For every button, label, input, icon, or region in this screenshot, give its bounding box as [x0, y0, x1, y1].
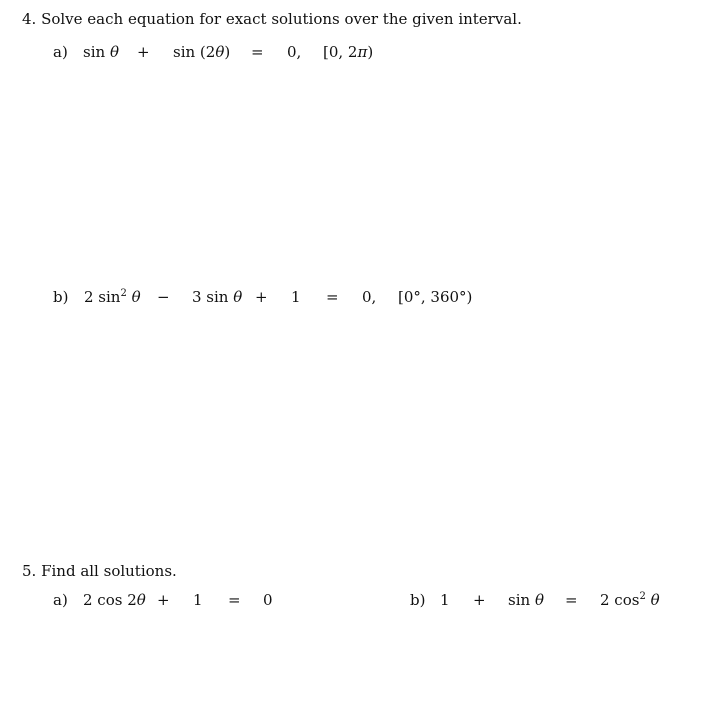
problem-4b-minus: − [157, 288, 170, 306]
problem-5a-term-2cos-2theta: 2 cos 2θ [83, 591, 146, 609]
problem-4a-label: a) [53, 43, 68, 61]
problem-5b-rhs-2cos2-theta: 2 $\cos^2 \theta$ [600, 591, 660, 609]
problem-5a-label: a) [53, 591, 68, 609]
problem-4b-term-2sin2-theta: 2 $\sin^2 \theta$ [84, 288, 141, 306]
problem-4a-plus: + [137, 43, 150, 61]
problem-5b-equals: = [565, 591, 578, 609]
problem-4b-term-3sin-theta: 3 sin θ [192, 288, 243, 306]
problem-4a-term-sin-2theta: sin (2θ) [173, 43, 231, 61]
problem-4a-equals: = [251, 43, 264, 61]
problem-4a-rhs: 0, [287, 43, 302, 61]
problem-4-heading: 4. Solve each equation for exact solutions over the given interval. [22, 10, 522, 28]
problem-5a-rhs: 0 [263, 591, 273, 609]
problem-5a-term-1: 1 [193, 591, 203, 609]
problem-4b-plus: + [255, 288, 268, 306]
problem-5a-plus: + [157, 591, 170, 609]
problem-5b-label: b) [410, 591, 426, 609]
problem-4a-interval: [0, 2π) [323, 43, 374, 61]
problem-4a-term-sin-theta: sin θ [83, 43, 119, 61]
problem-4b-interval: [0°, 360°) [398, 288, 473, 306]
problem-5a-equals: = [228, 591, 241, 609]
problem-4b-label: b) [53, 288, 69, 306]
problem-4b-term-1: 1 [291, 288, 301, 306]
problem-4b-equals: = [326, 288, 339, 306]
problem-5-heading: 5. Find all solutions. [22, 562, 177, 580]
problem-5b-term-1: 1 [440, 591, 450, 609]
problem-5b-term-sin-theta: sin θ [508, 591, 544, 609]
problem-5b-plus: + [473, 591, 486, 609]
problem-4b-rhs: 0, [362, 288, 377, 306]
